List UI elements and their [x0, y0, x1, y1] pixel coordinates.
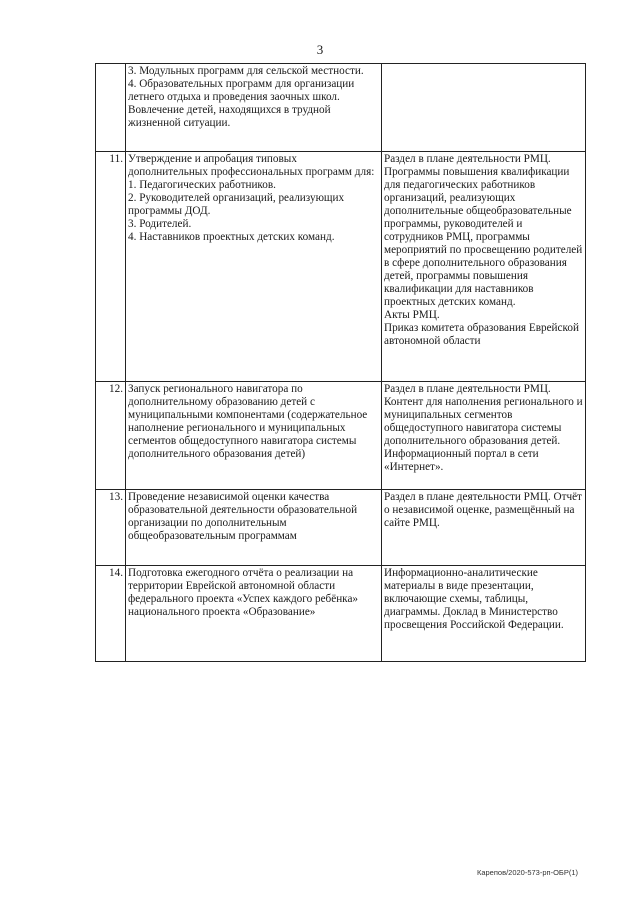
activity-description: [126, 382, 382, 490]
table-row: [96, 152, 586, 382]
row-number: 12.: [96, 382, 126, 490]
row-number: 13.: [96, 490, 126, 566]
description-line: Запуск регионального навигатора по дополнительному образованию детей с муниципальными компонентами (содержательное наполнение регионального и муниципальных сегментов общедоступного навигатора системы дополнительного образования детей): [128, 383, 368, 460]
activity-description: [126, 152, 382, 382]
row-number: [96, 64, 126, 152]
expected-result: [382, 152, 586, 382]
description-line: 3. Родителей.: [128, 218, 192, 230]
row-number: 11.: [96, 152, 126, 382]
activity-description: [126, 64, 382, 152]
result-line: Раздел в плане деятельности РМЦ. Программы повышения квалификации для педагогических работников организаций, реализующих дополнительные общеобразовательные программы, руководителей и сотрудников РМЦ, программы мероприятий по просвещению родителей в сфере дополнительного образования детей, программы повышения квалификации для наставников проектных детских команд.: [384, 153, 583, 308]
table-row: [96, 566, 586, 662]
table-row: [96, 64, 586, 152]
description-line: Утверждение и апробация типовых дополнительных профессиональных программ для:: [128, 153, 375, 178]
activity-description: [126, 566, 382, 662]
description-line: 4. Образовательных программ для организации летнего отдыха и проведения заочных школ. Вовлечение детей, находящихся в трудной жизненной ситуации.: [128, 78, 355, 129]
description-line: 2. Руководителей организаций, реализующих программы ДОД.: [128, 192, 345, 217]
description-line: Подготовка ежегодного отчёта о реализации на территории Еврейской автономной области федерального проекта «Успех каждого ребёнка» национального проекта «Образование»: [128, 567, 359, 618]
result-line: Приказ комитета образования Еврейской автономной области: [384, 322, 579, 347]
description-line: 4. Наставников проектных детских команд.: [128, 231, 335, 243]
expected-result: [382, 64, 586, 152]
expected-result: [382, 382, 586, 490]
result-line: Раздел в плане деятельности РМЦ. Контент для наполнения регионального и муниципальных сегментов общедоступного навигатора системы дополнительного образования детей. Информационный портал в сети «Интернет».: [384, 383, 583, 473]
description-line: 3. Модульных программ для сельской местности.: [128, 65, 364, 77]
description-line: Проведение независимой оценки качества образовательной деятельности образовательной организации по дополнительным общеобразовательным программам: [128, 491, 358, 542]
expected-result: [382, 566, 586, 662]
plan-table: [95, 63, 586, 662]
table-row: [96, 490, 586, 566]
row-number: 14.: [96, 566, 126, 662]
table-row: [96, 382, 586, 490]
page-number: 3: [316, 42, 324, 57]
result-line: Раздел в плане деятельности РМЦ. Отчёт о независимой оценке, размещённый на сайте РМЦ.: [384, 491, 582, 529]
activity-description: [126, 490, 382, 566]
result-line: Акты РМЦ.: [384, 309, 440, 321]
plan-table-body: [96, 64, 586, 662]
document-code: Карепов/2020-573-рп-ОБР(1): [476, 868, 578, 877]
result-line: Информационно-аналитические материалы в виде презентации, включающие схемы, таблицы, диаграммы. Доклад в Министерство просвещения Российской Федерации.: [384, 567, 564, 631]
description-line: 1. Педагогических работников.: [128, 179, 276, 191]
expected-result: [382, 490, 586, 566]
